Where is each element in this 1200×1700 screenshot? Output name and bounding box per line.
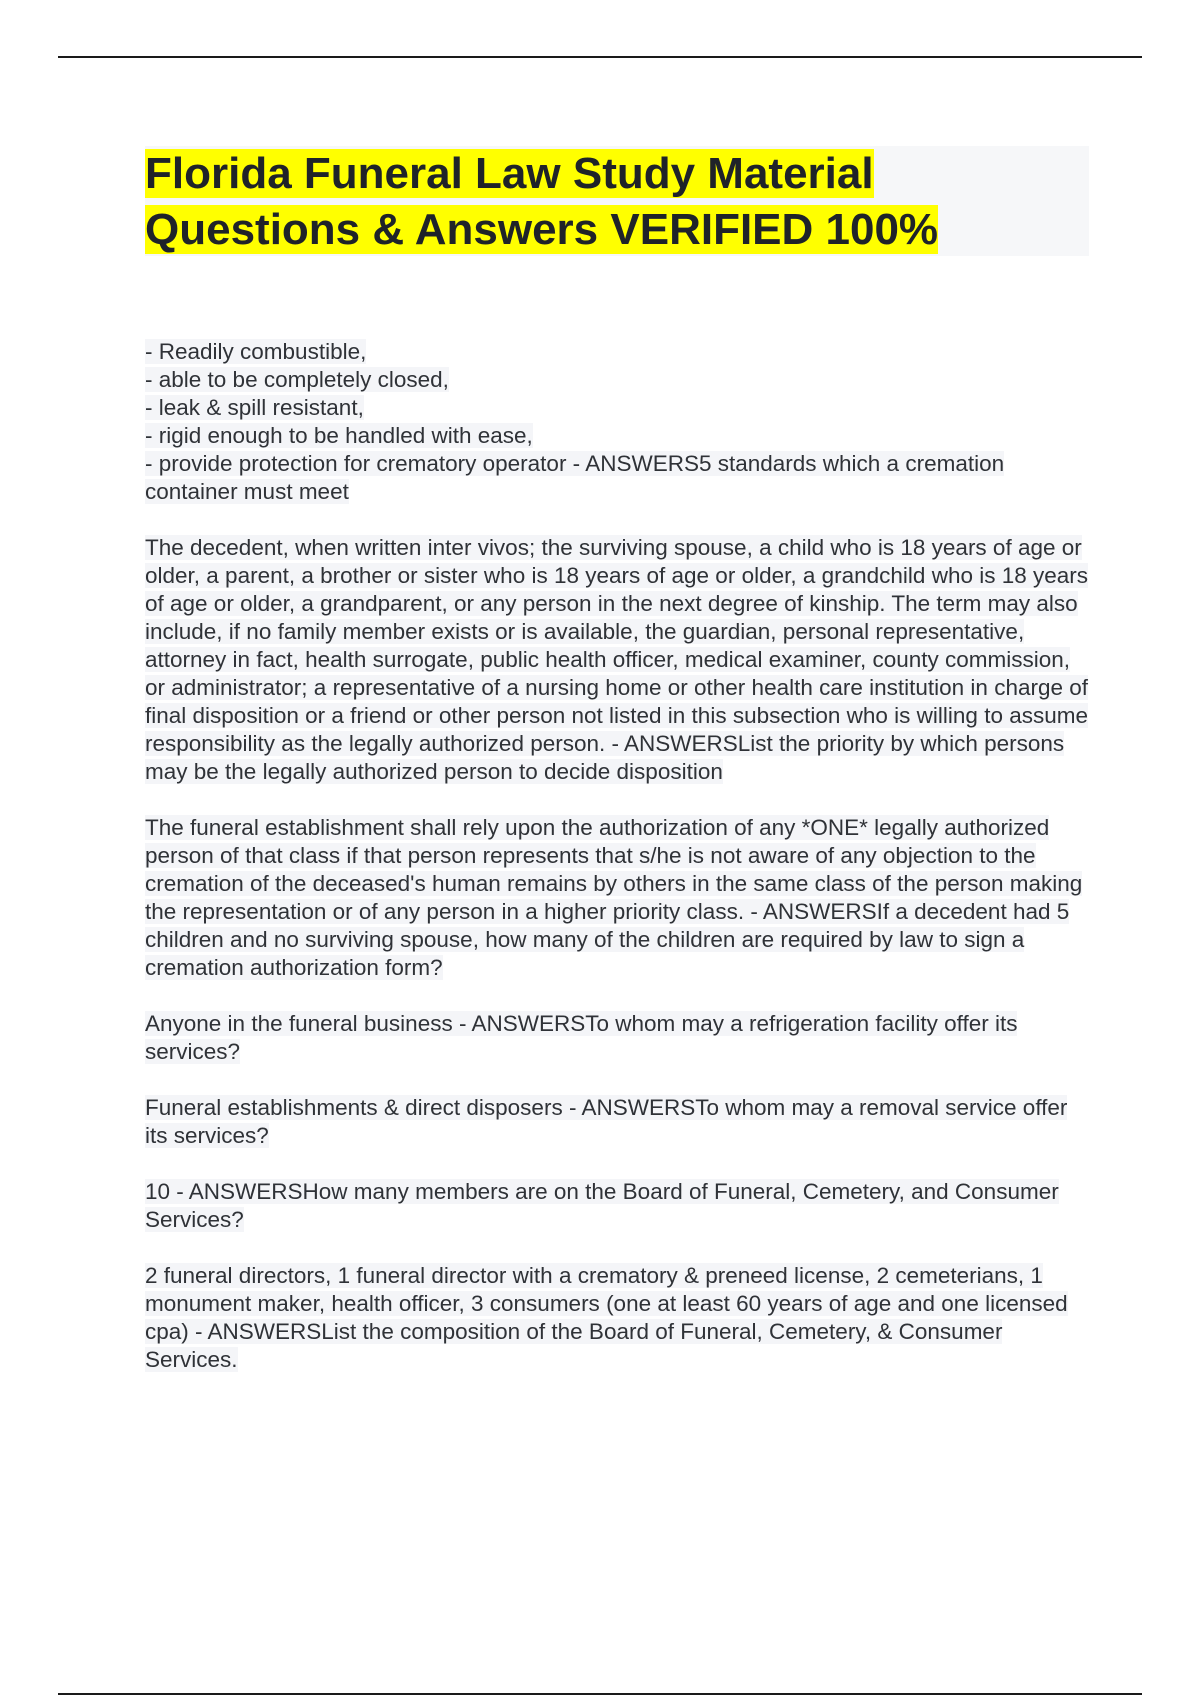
document-body [145, 338, 1095, 1402]
bottom-rule [58, 1693, 1142, 1695]
qa-entry-legally-authorized-person-priority: The decedent, when written inter vivos; the surviving spouse, a child who is 18 years of age or older, a parent, a brother or sister who is 18 years of age or older, a grandchild who is 18 years of age or older, a grandparent, or any person in the next degree of kinship. The term may also include, if no family member exists or is available, the guardian, personal representative, attorney in fact, health surrogate, public health officer, medical examiner, county commission, or administrator; a representative of a nursing home or other health care institution in charge of final disposition or a friend or other person not listed in this subsection who is willing to assume responsibility as the legally authorized person. - ANSWERSList the priority by which persons may be the legally authorized person to decide disposition [145, 535, 1089, 784]
top-rule [58, 56, 1142, 58]
qa-entry-cremation-container-standards: - Readily combustible, - able to be completely closed, - leak & spill resistant, - rigid enough to be handled with ease, - provide protection for crematory operator - ANSWERS5 standards which a cremation container must meet [145, 339, 1005, 504]
qa-entry-cremation-authorization-signers: The funeral establishment shall rely upon the authorization of any *ONE* legally authorized person of that class if that person represents that s/he is not aware of any objection to the cremation of the deceased's human remains by others in the same class of the person making the representation or of any person in a higher priority class. - ANSWERSIf a decedent had 5 children and no surviving spouse, how many of the children are required by law to sign a cremation authorization form? [145, 815, 1083, 980]
qa-entry-refrigeration-facility: Anyone in the funeral business - ANSWERSTo whom may a refrigeration facility offer its services? [145, 1011, 1018, 1064]
qa-entry-board-member-count: 10 - ANSWERSHow many members are on the Board of Funeral, Cemetery, and Consumer Services? [145, 1179, 1059, 1232]
title-highlight: Florida Funeral Law Study Material Questions & Answers VERIFIED 100% [145, 149, 939, 254]
qa-entry-board-composition: 2 funeral directors, 1 funeral director with a crematory & preneed license, 2 cemeterians, 1 monument maker, health officer, 3 consumers (one at least 60 years of age and one licensed cpa) - ANSWERSList the composition of the Board of Funeral, Cemetery, & Consumer Services. [145, 1263, 1068, 1372]
document-title [145, 146, 1075, 258]
qa-entry-removal-service: Funeral establishments & direct disposers - ANSWERSTo whom may a removal service offer its services? [145, 1095, 1068, 1148]
